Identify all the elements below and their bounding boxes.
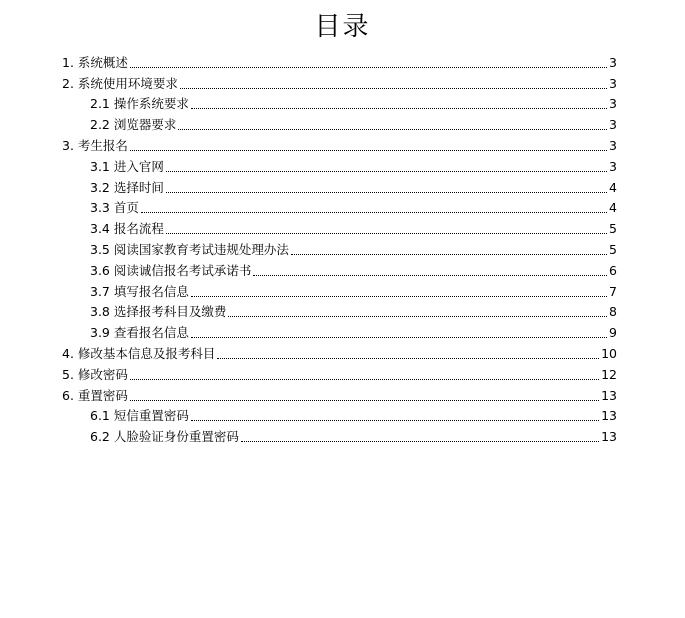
toc-entry-text: 1. 系统概述 (62, 54, 128, 70)
toc-entry[interactable] (62, 424, 617, 445)
toc-page-number: 10 (601, 345, 617, 361)
toc-dot-leader (191, 420, 599, 421)
toc-entry-text: 6. 重置密码 (62, 387, 128, 403)
toc-entry[interactable] (62, 258, 617, 279)
toc-dot-leader (178, 129, 607, 130)
toc-entry-text: 3.9 查看报名信息 (90, 325, 189, 341)
toc-page-number: 4 (609, 179, 617, 195)
toc-entry-text: 2.2 浏览器要求 (90, 117, 177, 133)
toc-entry[interactable] (62, 383, 617, 404)
toc-dot-leader (191, 337, 607, 338)
toc-page-number: 3 (609, 75, 617, 91)
toc-entry-text: 5. 修改密码 (62, 366, 128, 382)
toc-dot-leader (253, 275, 607, 276)
toc-dot-leader (166, 192, 607, 193)
toc-entry[interactable] (62, 154, 617, 175)
toc-dot-leader (130, 150, 607, 151)
toc-entry-text: 3.5 阅读国家教育考试违规处理办法 (90, 241, 289, 257)
toc-entry-text: 3.2 选择时间 (90, 179, 164, 195)
toc-page-number: 3 (609, 117, 617, 133)
toc-dot-leader (191, 108, 607, 109)
toc-page-number: 8 (609, 304, 617, 320)
toc-entry-text: 6.2 人脸验证身份重置密码 (90, 429, 239, 445)
toc-page-number: 7 (609, 283, 617, 299)
toc-entry-text: 3.8 选择报考科目及缴费 (90, 304, 227, 320)
toc-entry-text: 3.4 报名流程 (90, 221, 164, 237)
toc-dot-leader (291, 254, 607, 255)
toc-dot-leader (130, 379, 599, 380)
toc-list (62, 50, 617, 445)
toc-page-number: 12 (601, 366, 617, 382)
toc-page-number: 9 (609, 325, 617, 341)
toc-dot-leader (130, 67, 607, 68)
toc-dot-leader (141, 212, 607, 213)
toc-dot-leader (228, 316, 607, 317)
toc-page-number: 13 (601, 387, 617, 403)
toc-entry[interactable] (62, 112, 617, 133)
toc-page-number: 6 (609, 262, 617, 278)
toc-dot-leader (166, 233, 607, 234)
toc-entry[interactable] (62, 341, 617, 362)
toc-entry-text: 4. 修改基本信息及报考科目 (62, 345, 216, 361)
toc-page-number: 13 (601, 429, 617, 445)
toc-page-number: 3 (609, 96, 617, 112)
toc-entry[interactable] (62, 362, 617, 383)
toc-dot-leader (191, 296, 607, 297)
toc-page-number: 3 (609, 54, 617, 70)
toc-entry-text: 6.1 短信重置密码 (90, 408, 189, 424)
toc-page-number: 5 (609, 241, 617, 257)
toc-title: 目录 (314, 12, 371, 42)
toc-dot-leader (180, 88, 607, 89)
toc-page-number: 3 (609, 137, 617, 153)
toc-entry[interactable] (62, 196, 617, 217)
toc-entry[interactable] (62, 216, 617, 237)
toc-entry-text: 2.1 操作系统要求 (90, 96, 189, 112)
toc-entry[interactable] (62, 175, 617, 196)
toc-dot-leader (166, 171, 607, 172)
toc-page-number: 5 (609, 221, 617, 237)
toc-entry-text: 3.7 填写报名信息 (90, 283, 189, 299)
toc-entry-text: 3.1 进入官网 (90, 158, 164, 174)
toc-page-number: 3 (609, 158, 617, 174)
toc-entry[interactable] (62, 279, 617, 300)
toc-entry[interactable] (62, 71, 617, 92)
toc-entry[interactable] (62, 237, 617, 258)
toc-dot-leader (217, 358, 599, 359)
toc-entry[interactable] (62, 300, 617, 321)
toc-page-number: 4 (609, 200, 617, 216)
toc-dot-leader (130, 400, 599, 401)
toc-entry[interactable] (62, 92, 617, 113)
toc-entry[interactable] (62, 404, 617, 425)
toc-entry-text: 3.3 首页 (90, 200, 139, 216)
toc-page-number: 13 (601, 408, 617, 424)
toc-entry-text: 2. 系统使用环境要求 (62, 75, 178, 91)
toc-entry-text: 3. 考生报名 (62, 137, 128, 153)
toc-entry[interactable] (62, 320, 617, 341)
toc-entry[interactable] (62, 133, 617, 154)
toc-dot-leader (241, 441, 599, 442)
toc-entry[interactable] (62, 50, 617, 71)
toc-entry-text: 3.6 阅读诚信报名考试承诺书 (90, 262, 252, 278)
